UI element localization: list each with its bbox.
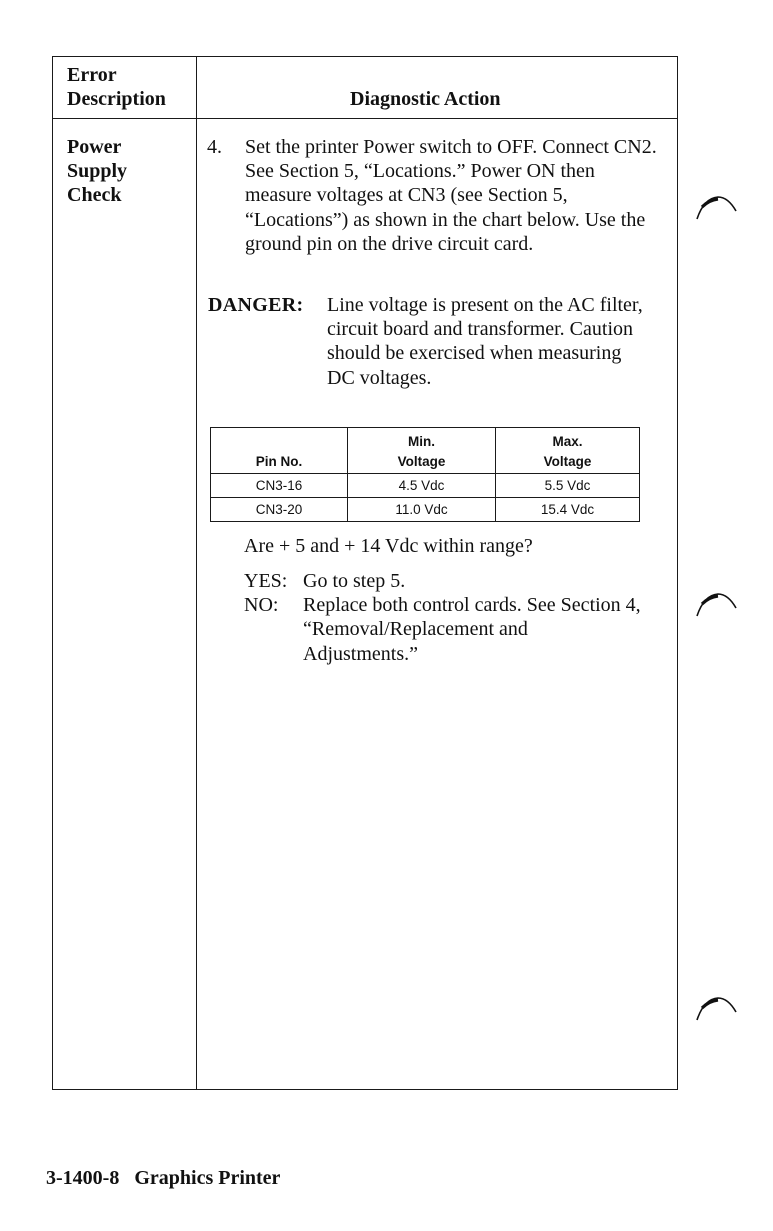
error-description-header [67,63,166,111]
step-number: 4. [207,136,222,158]
diagnostic-table [52,56,678,1090]
binder-tab-mark-icon [694,994,740,1024]
answer-yes [244,569,643,593]
header-pin-no: Pin No. [211,428,348,474]
answers [244,569,643,666]
answer-yes-text: Go to step 5. [303,570,406,592]
header-rule [53,118,677,119]
pin-cell: CN3-16 [211,474,348,498]
table-row [211,474,640,498]
binder-tab-mark-icon [694,193,740,223]
answer-no [244,593,643,666]
max-voltage-cell: 15.4 Vdc [496,498,640,522]
answer-yes-label: YES: [244,570,288,592]
binder-tab-mark-icon [694,590,740,620]
header-min-voltage: Min. Voltage [348,428,496,474]
danger-label: DANGER: [208,294,304,316]
page-footer [46,1166,280,1190]
min-voltage-cell: 11.0 Vdc [348,498,496,522]
voltage-table [210,427,640,522]
column-divider [196,57,197,1089]
min-voltage-cell: 4.5 Vdc [348,474,496,498]
danger-text: Line voltage is present on the AC filter, circuit board and transformer. Caution should be exercised when measuring DC voltages. [327,294,643,389]
range-question: Are + 5 and + 14 Vdc within range? [244,535,533,557]
error-description-header-text: Error Description [67,64,166,110]
answer-no-text: Replace both control cards. See Section 4, “Removal/Replacement and Adjustments.” [303,594,641,665]
diagnostic-action-header: Diagnostic Action [350,88,501,110]
table-row [211,498,640,522]
max-voltage-cell: 5.5 Vdc [496,474,640,498]
step-text: Set the printer Power switch to OFF. Connect CN2. See Section 5, “Locations.” Power ON then measure voltages at CN3 (see Section 5, “Locations”) as shown in the chart below. Use the ground pin on the drive circuit card. [245,136,657,255]
pin-cell: CN3-20 [211,498,348,522]
error-description-cell: Power Supply Check [67,136,128,206]
voltage-table-header-row [211,428,640,474]
page-number: 3-1400-8 [46,1167,120,1189]
answer-no-label: NO: [244,594,279,617]
document-title: Graphics Printer [134,1167,281,1189]
header-max-voltage: Max. Voltage [496,428,640,474]
